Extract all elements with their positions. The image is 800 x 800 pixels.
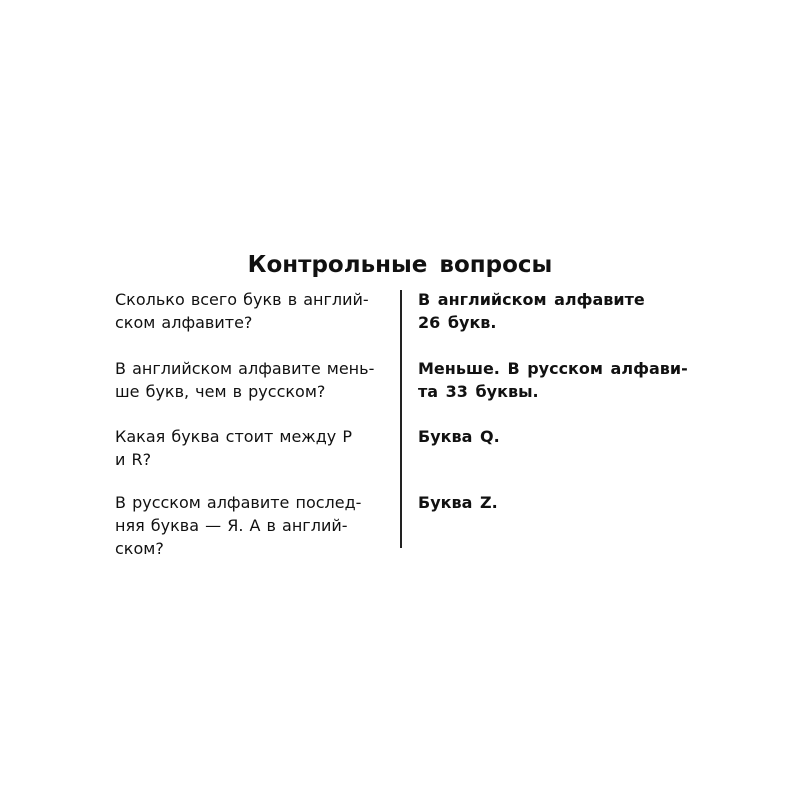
question-text: В английском алфавите мень- ше букв, чем в русском? [115, 359, 375, 401]
question-text: Сколько всего букв в англий- ском алфавите? [115, 290, 369, 332]
question-text: В русском алфавите послед- няя буква — Я. А в англий- ском? [115, 493, 362, 558]
answer-text: В английском алфавите 26 букв. [418, 290, 645, 332]
answer-text: Меньше. В русском алфави- та 33 буквы. [418, 359, 688, 401]
column-divider [400, 290, 402, 548]
answer-text: Буква Q. [418, 427, 500, 446]
question-text: Какая буква стоит между P и R? [115, 427, 352, 469]
answer-text: Буква Z. [418, 493, 498, 512]
page-title: Контрольные вопросы [247, 252, 553, 278]
